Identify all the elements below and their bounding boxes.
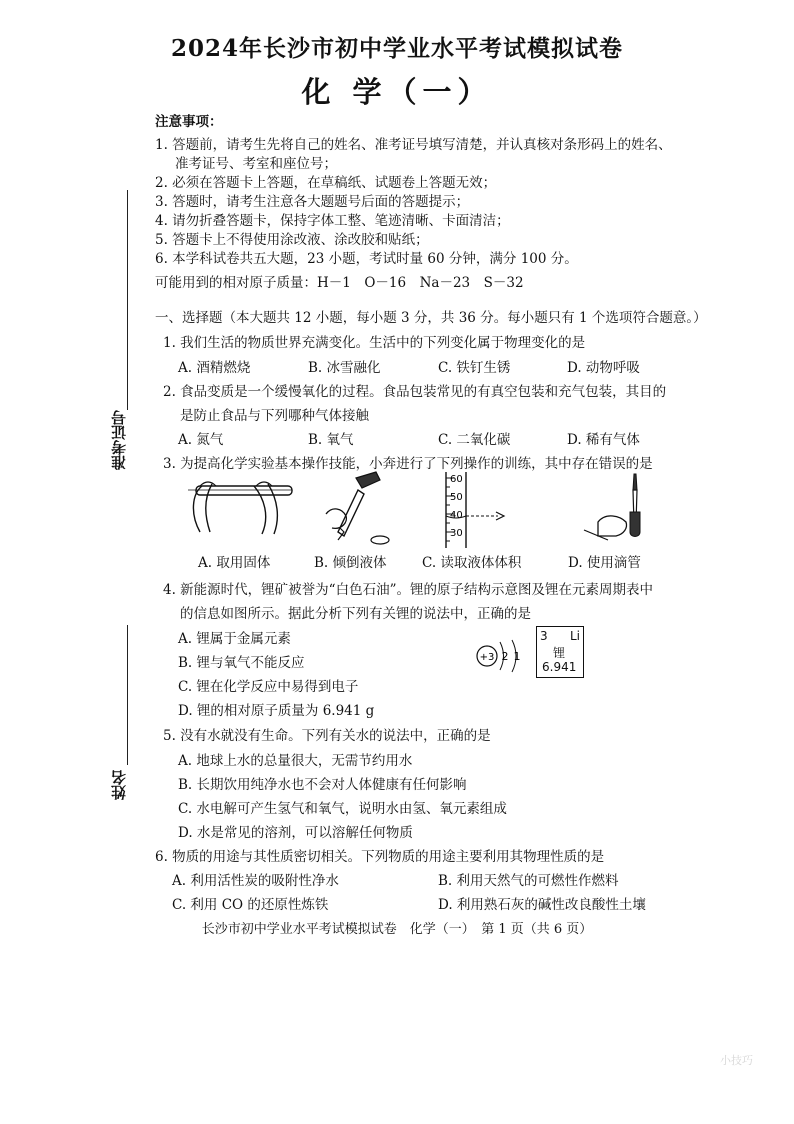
q6-option-b: B. 利用天然气的可燃性作燃料 — [438, 873, 619, 889]
notice-item: 4. 请勿折叠答题卡，保持字体工整、笔迹清晰、卡面清洁； — [155, 213, 510, 229]
dropper-illustration — [578, 472, 658, 550]
q5-option-d: D. 水是常见的溶剂，可以溶解任何物质 — [178, 825, 413, 841]
q1-option-a: A. 酒精燃烧 — [178, 360, 251, 376]
cylinder-tick-label: 50 — [450, 492, 463, 503]
element-name: 锂 — [553, 646, 566, 660]
question-6-stem: 6. 物质的用途与其性质密切相关。下列物质的用途主要利用其物理性质的是 — [155, 849, 605, 865]
exam-title: 2024年长沙市初中学业水平考试模拟试卷 — [170, 35, 623, 62]
q2-option-b: B. 氧气 — [308, 432, 354, 448]
shell-1-electrons: 2 — [501, 650, 509, 663]
nucleus-charge: +3 — [479, 652, 495, 663]
q6-option-a: A. 利用活性炭的吸附性净水 — [172, 873, 339, 889]
q2-option-c: C. 二氧化碳 — [438, 432, 511, 448]
q4-option-b: B. 锂与氧气不能反应 — [178, 655, 305, 671]
cylinder-tick-label: 40 — [450, 510, 463, 521]
q4-option-c: C. 锂在化学反应中易得到电子 — [178, 679, 359, 695]
exam-id-label: 准考证号 — [110, 410, 128, 470]
q4-option-d: D. 锂的相对原子质量为 6.941 g — [178, 703, 375, 719]
cylinder-tick-label: 30 — [450, 528, 463, 539]
question-3-stem: 3. 为提高化学实验基本操作技能，小奔进行了下列操作的训练，其中存在错误的是 — [163, 456, 653, 472]
q2-option-a: A. 氮气 — [178, 432, 224, 448]
notice-item: 6. 本学科试卷共五大题，23 小题，考试时量 60 分钟，满分 100 分。 — [155, 251, 578, 267]
atomic-mass-line: 可能用到的相对原子质量：H－1 O－16 Na－23 S－32 — [155, 275, 524, 291]
q4-option-a: A. 锂属于金属元素 — [178, 631, 291, 647]
question-5-stem: 5. 没有水就没有生命。下列有关水的说法中，正确的是 — [163, 728, 491, 744]
name-blank-line — [127, 625, 128, 765]
notice-item: 准考证号、考室和座位号； — [175, 156, 337, 172]
q6-option-c: C. 利用 CO 的还原性炼铁 — [172, 897, 329, 913]
watermark: 小技巧 — [720, 1054, 753, 1067]
notice-item: 3. 答题时，请考生注意各大题题号后面的答题提示； — [155, 194, 470, 210]
section-heading: 一、选择题（本大题共 12 小题，每小题 3 分，共 36 分。每小题只有 1 个选项符合题意。） — [155, 310, 707, 326]
q3-option-c: C. 读取液体体积 — [422, 555, 522, 571]
question-2-stem: 2. 食品变质是一个缓慢氧化的过程。食品包装常见的有真空包装和充气包装，其目的 — [163, 384, 667, 400]
q6-option-d: D. 利用熟石灰的碱性改良酸性土壤 — [438, 897, 646, 913]
q5-option-a: A. 地球上水的总量很大，无需节约用水 — [178, 753, 413, 769]
question-4-stem: 4. 新能源时代，锂矿被誉为“白色石油”。锂的原子结构示意图及锂在元素周期表中 — [163, 582, 653, 598]
exam-id-blank-line — [127, 190, 128, 410]
subject-title: 化 学（一） — [301, 75, 493, 109]
name-label: 姓名 — [110, 770, 128, 800]
q1-option-b: B. 冰雪融化 — [308, 360, 381, 376]
lithium-atom-diagram — [474, 636, 530, 676]
q5-option-b: B. 长期饮用纯净水也不会对人体健康有任何影响 — [178, 777, 467, 793]
q3-option-b: B. 倾倒液体 — [314, 555, 387, 571]
read-volume-illustration — [440, 470, 520, 550]
periodic-element-card — [536, 626, 584, 678]
notice-item: 5. 答题卡上不得使用涂改液、涂改胶和贴纸； — [155, 232, 429, 248]
q2-option-d: D. 稀有气体 — [567, 432, 640, 448]
page-footer: 长沙市初中学业水平考试模拟试卷 化学（一） 第 1 页（共 6 页） — [201, 922, 593, 937]
q5-option-c: C. 水电解可产生氢气和氧气，说明水由氢、氧元素组成 — [178, 801, 507, 817]
take-solid-illustration — [182, 474, 302, 546]
notice-item: 2. 必须在答题卡上答题，在草稿纸、试题卷上答题无效； — [155, 175, 497, 191]
q1-option-c: C. 铁钉生锈 — [438, 360, 511, 376]
atomic-number: 3 — [540, 629, 548, 643]
q3-option-a: A. 取用固体 — [198, 555, 271, 571]
question-2-stem-cont: 是防止食品与下列哪种气体接触 — [180, 408, 369, 424]
relative-atomic-mass: 6.941 — [542, 660, 577, 674]
question-1-stem: 1. 我们生活的物质世界充满变化。生活中的下列变化属于物理变化的是 — [163, 335, 586, 351]
q3-option-d: D. 使用滴管 — [568, 555, 641, 571]
q1-option-d: D. 动物呼吸 — [567, 360, 640, 376]
cylinder-tick-label: 60 — [450, 474, 463, 485]
question-4-stem-cont: 的信息如图所示。据此分析下列有关锂的说法中，正确的是 — [180, 606, 531, 622]
notice-item: 1. 答题前，请考生先将自己的姓名、准考证号填写清楚，并认真核对条形码上的姓名、 — [155, 137, 672, 153]
pour-liquid-illustration — [318, 470, 398, 550]
notice-heading: 注意事项： — [155, 114, 223, 130]
element-symbol: Li — [569, 629, 580, 643]
shell-2-electrons: 1 — [513, 650, 521, 663]
